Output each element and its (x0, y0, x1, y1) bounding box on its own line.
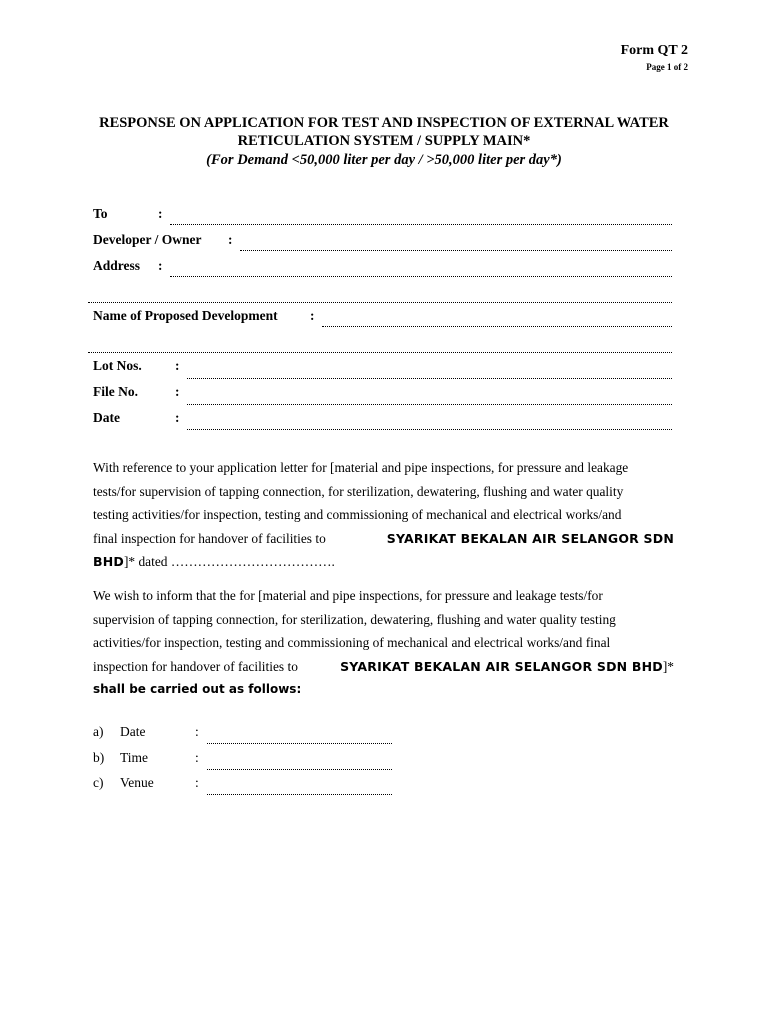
paragraph-2-line-2: supervision of tapping connection, for sterilization, dewatering, flushing and water quality testing (93, 611, 616, 627)
paragraph-1-line-2: tests/for supervision of tapping connection, for sterilization, dewatering, flushing and water quality (93, 483, 624, 499)
schedule-letter-a: a) (93, 724, 104, 739)
address-colon: : (158, 258, 163, 273)
date-field[interactable] (187, 429, 672, 430)
form-code: Form QT 2 (620, 43, 688, 58)
paragraph-2-line-3: activities/for inspection, testing and commissioning of mechanical and electrical works/and final (93, 635, 611, 650)
to-label: To (93, 206, 108, 221)
file-label: File No. (93, 384, 138, 399)
paragraph-2-line-4 (93, 655, 674, 679)
to-colon: : (158, 206, 163, 221)
schedule-date-label: Date (120, 724, 146, 739)
address-field[interactable] (170, 276, 672, 277)
paragraph-1-line-3: testing activities/for inspection, testing and commissioning of mechanical and electrical works/and (93, 507, 622, 522)
dated-text: ]* dated ………………………………. (123, 554, 335, 569)
bracket-end: ]* (662, 658, 674, 674)
company-name-end: BHD (93, 554, 124, 569)
schedule-venue-label: Venue (120, 775, 154, 790)
date-colon: : (175, 410, 180, 425)
address-label: Address (93, 258, 141, 273)
developer-field[interactable] (240, 250, 672, 251)
file-colon: : (175, 384, 180, 399)
lot-field[interactable] (187, 378, 672, 379)
paragraph-2-line-1: We wish to inform that the for [material and pipe inspections, for pressure and leakage tests/for (93, 588, 603, 603)
page-number: Page 1 of 2 (646, 62, 688, 72)
title-line-1: RESPONSE ON APPLICATION FOR TEST AND INSPECTION OF EXTERNAL WATER (99, 115, 669, 131)
file-field[interactable] (187, 404, 672, 405)
developer-colon: : (228, 232, 233, 247)
paragraph-1-line-4-text: final inspection for handover of facilities to (93, 530, 326, 546)
lot-colon: : (175, 358, 180, 373)
subtitle: (For Demand <50,000 liter per day / >50,000 liter per day*) (206, 152, 562, 168)
date-label: Date (93, 410, 120, 425)
paragraph-1-line-5 (93, 550, 674, 574)
paragraph-1-line-1: With reference to your application letter for [material and pipe inspections, for pressure and leakage (93, 460, 629, 475)
schedule-letter-b: b) (93, 750, 105, 765)
schedule-letter-c: c) (93, 775, 104, 790)
paragraph-1-line-4 (93, 527, 674, 551)
development-field[interactable] (322, 326, 672, 327)
schedule-time-field[interactable] (207, 769, 392, 770)
schedule-venue-colon: : (195, 775, 199, 790)
paragraph-2-line-4-text: inspection for handover of facilities to (93, 658, 298, 674)
title-line-2: RETICULATION SYSTEM / SUPPLY MAIN* (237, 133, 531, 149)
paragraph-2 (93, 584, 674, 702)
address-field-line-2[interactable] (88, 302, 672, 303)
schedule-time-colon: : (195, 750, 199, 765)
paragraph-2-line-5: shall be carried out as follows: (93, 682, 302, 696)
company-name: SYARIKAT BEKALAN AIR SELANGOR SDN (386, 530, 674, 546)
paragraph-2-company-group (340, 655, 674, 679)
to-field[interactable] (170, 224, 672, 225)
lot-label: Lot Nos. (93, 358, 142, 373)
schedule-date-colon: : (195, 724, 199, 739)
company-name: SYARIKAT BEKALAN AIR SELANGOR SDN BHD (340, 658, 663, 674)
developer-label: Developer / Owner (93, 232, 202, 247)
development-colon: : (310, 308, 315, 323)
paragraph-1 (93, 456, 674, 574)
development-label: Name of Proposed Development (93, 308, 278, 323)
development-field-line-2[interactable] (88, 352, 672, 353)
schedule-date-field[interactable] (207, 743, 392, 744)
schedule-venue-field[interactable] (207, 794, 392, 795)
schedule-time-label: Time (120, 750, 149, 765)
